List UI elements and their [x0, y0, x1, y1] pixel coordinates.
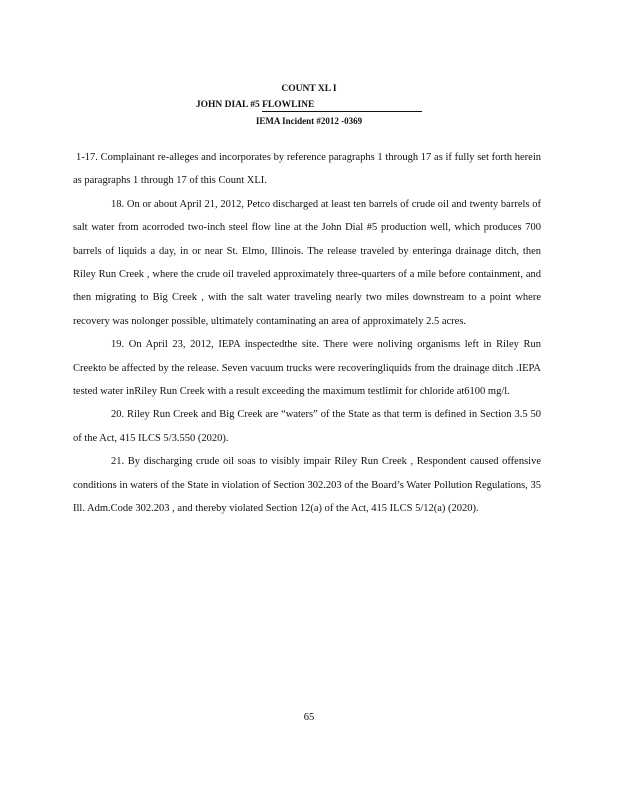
count-subheading [0, 100, 618, 112]
subheading-prefix: JOHN DIAL #5 [195, 100, 260, 110]
document-body [73, 146, 541, 521]
subheading-underlined: FLOWLINE [262, 100, 422, 112]
page-number: 65 [303, 712, 315, 723]
paragraph-18: 18. On or about April 21, 2012, Petco discharged at least ten barrels of crude oil and twenty barrels of salt water from acorroded two-inch steel flow line at the John Dial #5 production well, which produces 700 barrels of liquids a day, in or near St. Elmo, Illinois. The release traveled by enteringa drainage ditch, then Riley Run Creek , where the crude oil traveled approximately three-quarters of a mile before containment, and then migrating to Big Creek , with the salt water traveling nearly two miles downstream to a point where recovery was nolonger possible, ultimately contaminating an area of approximately 2.5 acres. [73, 198, 541, 327]
paragraph-19: 19. On April 23, 2012, IEPA inspectedthe site. There were noliving organisms left in Riley Run Creekto be affected by the release. Seven vacuum trucks were recoveringliquids from the drainage ditch .IEPA tested water inRiley Run Creek with a result exceeding the maximum testlimit for chloride at6100 mg/l. [73, 339, 541, 398]
count-heading: COUNT XL I [281, 84, 337, 94]
paragraph-1-17: 1-17. Complainant re-alleges and incorporates by reference paragraphs 1 through 17 as if fully set forth herein as paragraphs 1 through 17 of this Count XLI. [73, 152, 541, 187]
paragraph-21: 21. By discharging crude oil soas to visibly impair Riley Run Creek , Respondent caused offensive conditions in waters of the State in violation of Section 302.203 of the Board’s Water Pollution Regulations, 35 Ill. Adm.Code 302.203 , and thereby violated Section 12(a) of the Act, 415 ILCS 5/12(a) (2020). [73, 456, 541, 515]
incident-heading: IEMA Incident #2012 -0369 [255, 116, 363, 126]
paragraph-20: 20. Riley Run Creek and Big Creek are “waters” of the State as that term is defined in Section 3.5 50 of the Act, 415 ILCS 5/3.550 (2020). [73, 409, 541, 444]
